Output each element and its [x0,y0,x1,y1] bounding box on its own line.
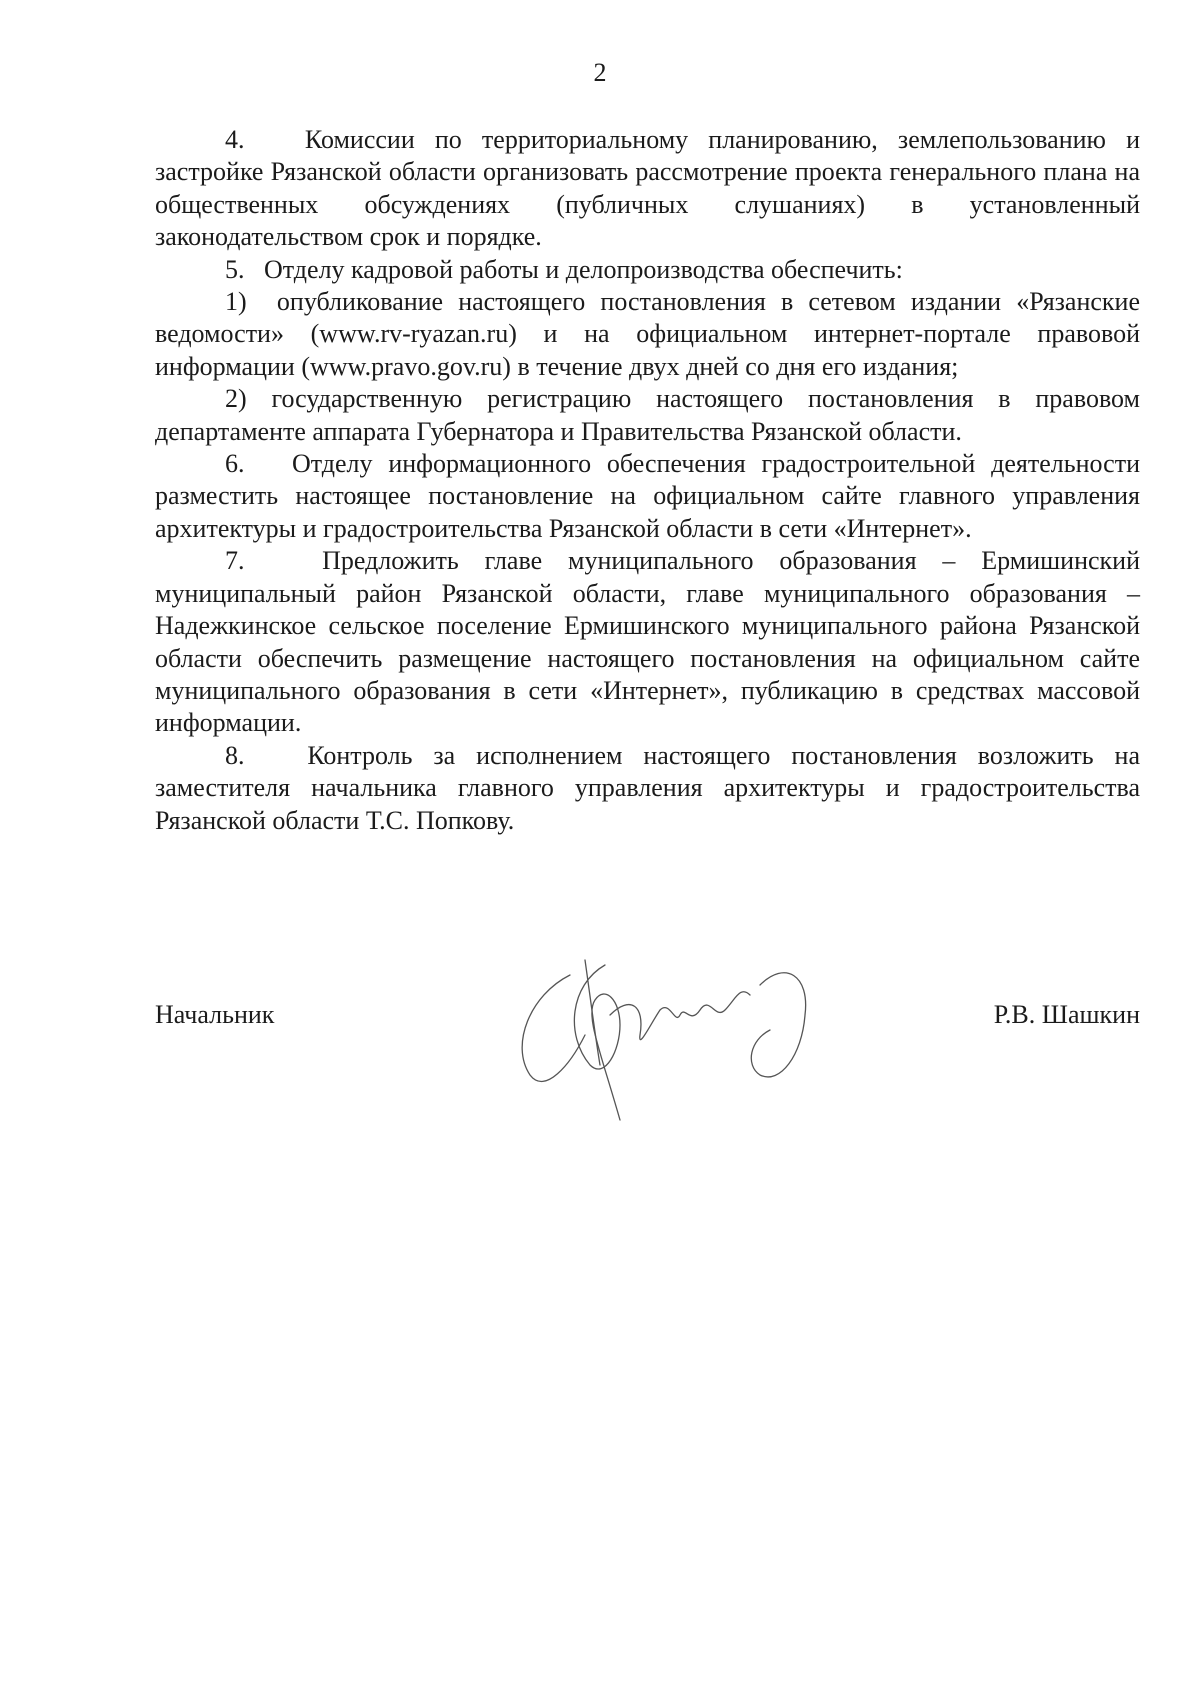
paragraph-subitem-5-2: 2) государственную регистрацию настоящего постановления в правовом департаменте аппарата Губернатора и Правительства Рязанской области. [155,384,1140,446]
handwritten-signature [510,955,870,1125]
paragraph-item-7: 7. Предложить главе муниципального образования – Ермишинский муниципальный район Рязанской области, главе муниципального образования – Надежкинское сельское поселение Ермишинского муниципального района Рязанской области обеспечить размещение настоящего постановления на официальном сайте муниципального образования в сети «Интернет», публикацию в средствах массовой информации. [155,546,1140,738]
page-number: 2 [593,58,607,87]
signer-position: Начальник [155,1000,275,1029]
paragraph-item-6: 6. Отделу информационного обеспечения градостроительной деятельности разместить настоящее постановление на официальном сайте главного управления архитектуры и градостроительства Рязанской области в сети «Интернет». [155,449,1140,543]
document-body [155,124,1140,837]
paragraph-item-5: 5. Отделу кадровой работы и делопроизводства обеспечить: [225,254,903,284]
paragraph-item-8: 8. Контроль за исполнением настоящего постановления возложить на заместителя начальника главного управления архитектуры и градостроительства Рязанской области Т.С. Попкову. [155,740,1140,835]
paragraph-item-4: 4. Комиссии по территориальному планированию, землепользованию и застройке Рязанской области организовать рассмотрение проекта генерального плана на общественных обсуждениях (публичных слушаниях) в установленный законодательством срок и порядке. [155,125,1140,252]
paragraph-subitem-5-1: 1) опубликование настоящего постановления в сетевом издании «Рязанские ведомости» (www.rv-ryazan.ru) и на официальном интернет-портале правовой информации (www.pravo.gov.ru) в течение двух дней со дня его издания; [155,287,1140,381]
signer-name: Р.В. Шашкин [993,1000,1140,1029]
signature-block [155,1000,1140,1040]
